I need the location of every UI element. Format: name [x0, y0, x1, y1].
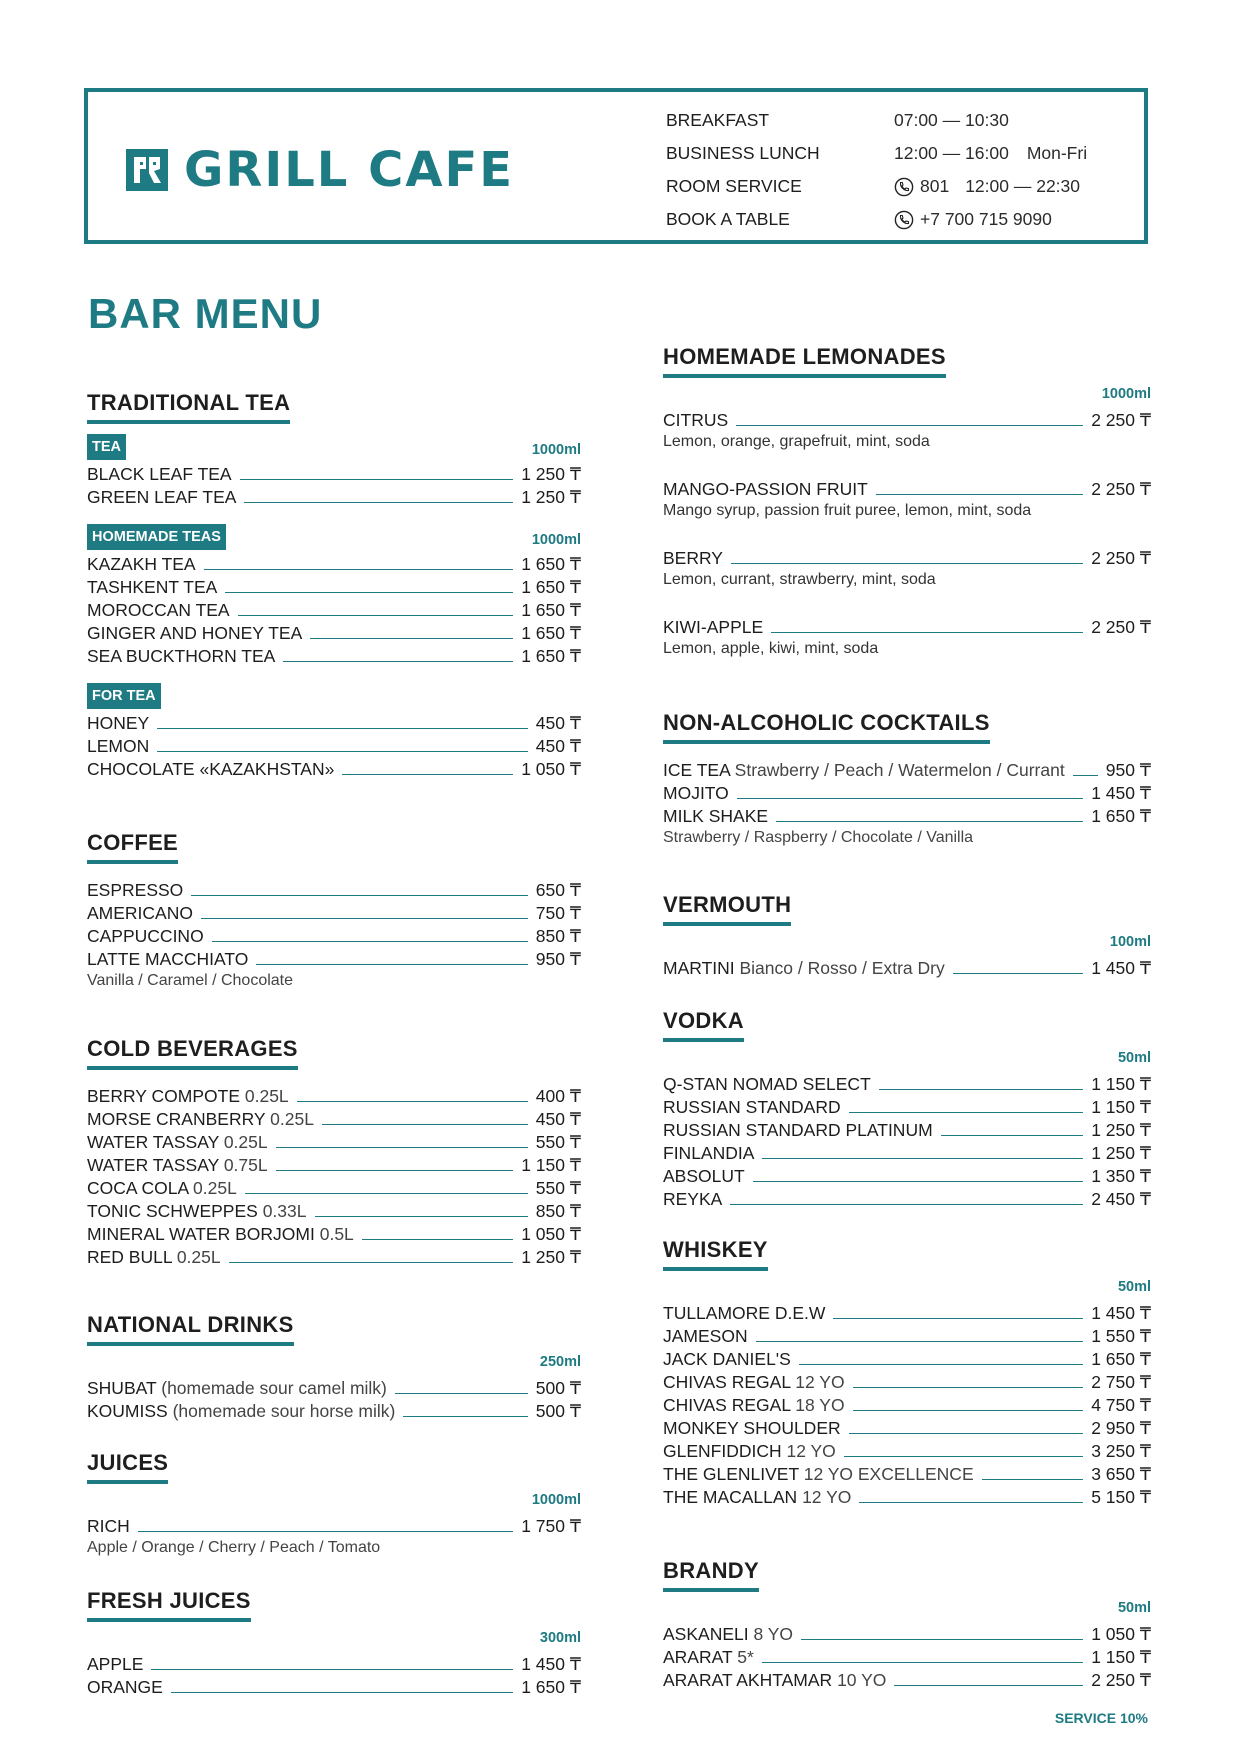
- menu-item: REYKA 2 450 ₸: [663, 1189, 1151, 1209]
- service-times: [894, 104, 1087, 236]
- menu-item: MOJITO 1 450 ₸: [663, 783, 1151, 803]
- menu-item: LATTE MACCHIATO 950 ₸: [87, 949, 581, 969]
- volume-label: 1000ml: [531, 1492, 581, 1508]
- section-traditional-tea: [87, 390, 581, 780]
- lunch-time: 12:00 — 16:00: [894, 143, 1009, 163]
- menu-item: THE GLENLIVET 12 YO EXCELLENCE 3 650 ₸: [663, 1464, 1151, 1484]
- section-national-drinks: [87, 1312, 581, 1422]
- menu-item: MOROCCAN TEA 1 650 ₸: [87, 600, 581, 620]
- room-service-ext: 801: [920, 176, 950, 196]
- item-description: Lemon, currant, strawberry, mint, soda: [663, 571, 936, 588]
- menu-item: ASKANELI 8 YO 1 050 ₸: [663, 1624, 1151, 1644]
- section-fresh-juices: [87, 1588, 581, 1698]
- menu-item: SEA BUCKTHORN TEA 1 650 ₸: [87, 646, 581, 666]
- service-charge-note: SERVICE 10%: [1054, 1710, 1148, 1726]
- menu-item: KOUMISS (homemade sour horse milk) 500 ₸: [87, 1401, 581, 1421]
- menu-item: LEMON 450 ₸: [87, 736, 581, 756]
- menu-item: JAMESON 1 550 ₸: [663, 1326, 1151, 1346]
- menu-item: TASHKENT TEA 1 650 ₸: [87, 577, 581, 597]
- menu-item: CHIVAS REGAL 12 YO 2 750 ₸: [663, 1372, 1151, 1392]
- menu-item: RUSSIAN STANDARD 1 150 ₸: [663, 1097, 1151, 1117]
- menu-item: ABSOLUT 1 350 ₸: [663, 1166, 1151, 1186]
- item-note: Apple / Orange / Cherry / Peach / Tomato: [87, 1539, 381, 1556]
- menu-item: Q-STAN NOMAD SELECT 1 150 ₸: [663, 1074, 1151, 1094]
- section-title: COLD BEVERAGES: [87, 1036, 298, 1070]
- menu-item: ARARAT 5* 1 150 ₸: [663, 1647, 1151, 1667]
- subgroup-header: [87, 524, 581, 550]
- book-phone[interactable]: +7 700 715 9090: [920, 209, 1052, 229]
- volume-label: 250ml: [539, 1354, 581, 1370]
- section-title: BRANDY: [663, 1558, 759, 1592]
- volume-label: 100ml: [1109, 934, 1151, 950]
- item-note: Vanilla / Caramel / Chocolate: [87, 972, 294, 989]
- service-book-table: BOOK A TABLE: [666, 209, 790, 229]
- menu-item: APPLE 1 450 ₸: [87, 1654, 581, 1674]
- breakfast-time: 07:00 — 10:30: [894, 110, 1009, 130]
- section-vermouth: [663, 892, 1151, 979]
- section-whiskey: [663, 1237, 1151, 1508]
- room-service-time: 12:00 — 22:30: [965, 176, 1081, 196]
- menu-item: ESPRESSO 650 ₸: [87, 880, 581, 900]
- menu-item: GREEN LEAF TEA 1 250 ₸: [87, 487, 581, 507]
- menu-item: MINERAL WATER BORJOMI 0.5L 1 050 ₸: [87, 1224, 581, 1244]
- menu-item: AMERICANO 750 ₸: [87, 903, 581, 923]
- section-title: COFFEE: [87, 830, 178, 864]
- brand-name: GRILL CAFE: [184, 142, 515, 198]
- menu-item: MARTINI Bianco / Rosso / Extra Dry 1 450 ₸: [663, 958, 1151, 978]
- menu-item: MONKEY SHOULDER 2 950 ₸: [663, 1418, 1151, 1438]
- phone-icon: [894, 177, 914, 197]
- menu-item: BERRY COMPOTE 0.25L 400 ₸: [87, 1086, 581, 1106]
- section-cold-beverages: [87, 1036, 581, 1268]
- item-description: Mango syrup, passion fruit puree, lemon, mint, soda: [663, 502, 1032, 519]
- subgroup-tag: FOR TEA: [87, 683, 161, 709]
- menu-item: TULLAMORE D.E.W 1 450 ₸: [663, 1303, 1151, 1323]
- menu-item: JACK DANIEL'S 1 650 ₸: [663, 1349, 1151, 1369]
- section-vodka: [663, 1008, 1151, 1210]
- section-title: HOMEMADE LEMONADES: [663, 344, 946, 378]
- section-title: VODKA: [663, 1008, 744, 1042]
- menu-item: THE MACALLAN 12 YO 5 150 ₸: [663, 1487, 1151, 1507]
- menu-item: CITRUS 2 250 ₸: [663, 410, 1151, 430]
- menu-item: TONIC SCHWEPPES 0.33L 850 ₸: [87, 1201, 581, 1221]
- subgroup-tag: TEA: [87, 434, 126, 460]
- section-title: NON-ALCOHOLIC COCKTAILS: [663, 710, 990, 744]
- section-non-alcoholic-cocktails: [663, 710, 1151, 849]
- page-title: BAR MENU: [88, 290, 323, 337]
- menu-item: ARARAT AKHTAMAR 10 YO 2 250 ₸: [663, 1670, 1151, 1690]
- menu-item: MANGO-PASSION FRUIT 2 250 ₸: [663, 479, 1151, 499]
- service-room-service: ROOM SERVICE: [666, 176, 802, 196]
- menu-item: KAZAKH TEA 1 650 ₸: [87, 554, 581, 574]
- menu-item: RED BULL 0.25L 1 250 ₸: [87, 1247, 581, 1267]
- volume-label: 50ml: [1117, 1050, 1151, 1066]
- menu-item: RUSSIAN STANDARD PLATINUM 1 250 ₸: [663, 1120, 1151, 1140]
- services-list: [666, 104, 820, 236]
- header-box: [84, 88, 1148, 244]
- menu-item: CAPPUCCINO 850 ₸: [87, 926, 581, 946]
- menu-item: KIWI-APPLE 2 250 ₸: [663, 617, 1151, 637]
- section-title: VERMOUTH: [663, 892, 791, 926]
- menu-item: COCA COLA 0.25L 550 ₸: [87, 1178, 581, 1198]
- menu-item: BERRY 2 250 ₸: [663, 548, 1151, 568]
- menu-item: GINGER AND HONEY TEA 1 650 ₸: [87, 623, 581, 643]
- item-description: Lemon, orange, grapefruit, mint, soda: [663, 433, 930, 450]
- menu-item: ICE TEA Strawberry / Peach / Watermelon / Currant 950 ₸: [663, 760, 1151, 780]
- section-title: NATIONAL DRINKS: [87, 1312, 294, 1346]
- volume-label: 1000ml: [1101, 386, 1151, 402]
- item-note: Strawberry / Raspberry / Chocolate / Vanilla: [663, 829, 974, 846]
- menu-item: CHIVAS REGAL 18 YO 4 750 ₸: [663, 1395, 1151, 1415]
- menu-item: RICH 1 750 ₸: [87, 1516, 581, 1536]
- menu-item: MILK SHAKE 1 650 ₸: [663, 806, 1151, 826]
- item-description: Lemon, apple, kiwi, mint, soda: [663, 640, 879, 657]
- section-brandy: [663, 1558, 1151, 1691]
- volume-label: 1000ml: [531, 532, 581, 548]
- menu-item: FINLANDIA 1 250 ₸: [663, 1143, 1151, 1163]
- section-juices: [87, 1450, 581, 1559]
- volume-label: 50ml: [1117, 1279, 1151, 1295]
- logo: [126, 142, 515, 198]
- subgroup-tag: HOMEMADE TEAS: [87, 524, 226, 550]
- volume-label: 1000ml: [531, 442, 581, 458]
- menu-item: GLENFIDDICH 12 YO 3 250 ₸: [663, 1441, 1151, 1461]
- menu-item: CHOCOLATE «KAZAKHSTAN» 1 050 ₸: [87, 759, 581, 779]
- service-breakfast: BREAKFAST: [666, 110, 770, 130]
- phone-icon: [894, 210, 914, 230]
- section-homemade-lemonades: [663, 344, 1151, 660]
- section-coffee: [87, 830, 581, 992]
- menu-item: MORSE CRANBERRY 0.25L 450 ₸: [87, 1109, 581, 1129]
- menu-item: HONEY 450 ₸: [87, 713, 581, 733]
- volume-label: 300ml: [539, 1630, 581, 1646]
- service-business-lunch: BUSINESS LUNCH: [666, 143, 820, 163]
- section-title: WHISKEY: [663, 1237, 768, 1271]
- menu-item: WATER TASSAY 0.75L 1 150 ₸: [87, 1155, 581, 1175]
- section-title: TRADITIONAL TEA: [87, 390, 290, 424]
- section-title: FRESH JUICES: [87, 1588, 251, 1622]
- menu-item: WATER TASSAY 0.25L 550 ₸: [87, 1132, 581, 1152]
- subgroup-header: [87, 434, 581, 460]
- menu-item: SHUBAT (homemade sour camel milk) 500 ₸: [87, 1378, 581, 1398]
- section-title: JUICES: [87, 1450, 168, 1484]
- menu-item: BLACK LEAF TEA 1 250 ₸: [87, 464, 581, 484]
- brand-logo-icon: [126, 149, 168, 191]
- volume-label: 50ml: [1117, 1600, 1151, 1616]
- menu-item: ORANGE 1 650 ₸: [87, 1677, 581, 1697]
- subgroup-header: [87, 683, 581, 709]
- lunch-days: Mon-Fri: [1026, 143, 1088, 163]
